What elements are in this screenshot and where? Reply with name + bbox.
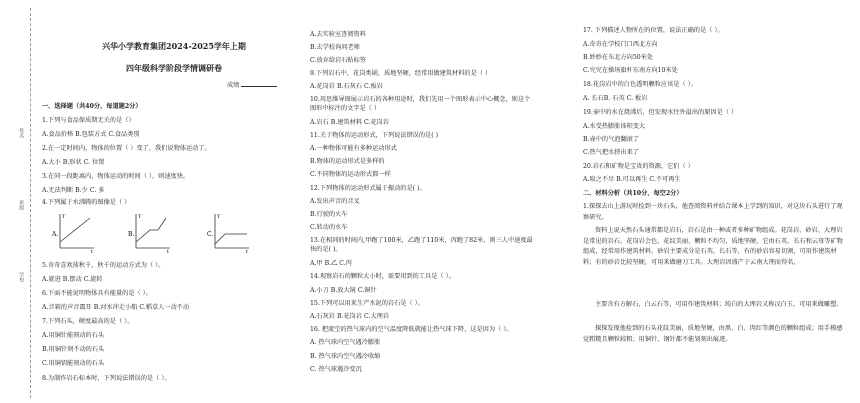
question-option: C.不同物体的运动形式都一样 [310,171,391,178]
question-option: A.一种物体可能有多种运动形式 [310,145,397,152]
side-label-name: 姓名 [18,128,25,138]
question-options: A.无法判断 B.少 C. 多 [42,187,105,194]
question-option: B.用铜针刻不动的石头 [42,346,105,353]
question-option: A.用铜针能刻动的石头 [42,332,105,339]
question-option: B.物体的运动形式是多样的 [310,158,385,165]
question-options: A.旋进 B.摆动 C.旋转 [42,276,103,283]
graph-c-label: C. [207,231,214,238]
question-option: C.放弃给岩石贴标签 [310,57,366,64]
graph-c-y-label: T [217,214,221,220]
graph-b-y-label: T [138,214,142,220]
question-text: 6.下面不能说明物体具有能量的是（ ）。 [42,290,152,297]
question-text: 7.下列石头，硬度最高的是（ ）。 [42,318,134,325]
question-text: 17. 下列描述人物所在的位置，说法正确的是（ ）。 [583,27,724,34]
question-option: C. 热气球遇冷变沉 [310,366,362,373]
question-option: C.用铜钥能刻动的石头 [42,360,105,367]
graph-a-x-label: t [91,249,94,254]
question-options: A.音箱的声音震耳 B.河水冲走小船 C.稻草人一动不动 [42,304,190,311]
score-label: 成绩 [227,82,240,89]
question-text: 9.下列岩石中，花岗类剧，质地坚硬，经常用做建筑材料的是（ ） [310,70,492,77]
question-options: A.食品价格 B.包装方式 C.食品类别 [42,131,140,138]
question-text: 10.用思维导图展示岩石的各种用途时，我们先用一个图形表示中心概念，则这个 [310,96,531,103]
question-text: 快的是( )。 [310,246,342,253]
material-paragraph: 探探发现他捡到的石头花纹美丽，质地坚硬，由黑、白、肉红等颜色的颗粒组成；用手摸感觉粗糙且颗粒较粗；用铜针、钢针都不能划刻出痕迹。 [583,325,843,343]
column-1 [42,0,306,403]
question-option: A.奇奇在学校门口西北方向 [583,41,658,48]
section-two-heading: 二、材料分析（共10分，每空2分） [583,190,683,197]
graph-a [52,210,96,254]
question-text: 18.花岗岩中的白色透明颗粒应该是（ ）。 [583,81,697,88]
exam-subtitle: 四年级科学阶段学情调研卷 [126,63,222,73]
question-option: A.水受热膨胀体积变大 [583,123,646,130]
material-intro: 1.探探去山上游玩时捡到一块石头，他查阅资料并结合课本上学到的知识，对这块石头进行了观察研究。 [583,203,843,221]
side-label-class: 班级 [18,200,25,210]
question-option: B. 热气球内空气遇冷收缩 [310,353,381,360]
question-text: 2.在一定时间内，物体的位置（ ）变了，我们说物体运动了。 [42,145,211,152]
material-paragraph: 资料上说天然石头通常都是岩石，岩石是由一种或者多种矿物组成。花岗岩、砂岩、大理岩是常见的岩石，花岗岩会色，花纹美丽、颗粒不均匀，质地坚硬，它由石英、长石和云母等矿物组成，经常用作建筑材料。砂岩主要成分是石英、长石等，有的砂岩容易切割，可用作建筑材料；有的砂岩比较坚硬，可用来做磨刀工具。大理岩因盛产于云南大理而得名， [583,227,843,266]
question-option: A. 热气球内空气遇冷膨胀 [310,339,381,346]
graph-b-label: B. [128,231,135,238]
question-text: 13.在相同的时间内,甲跑了100米，乙跑了110米，丙跑了82米，则三人中速度最 [310,237,533,244]
score-field [227,81,277,90]
question-options: A.甲 B.乙 C.丙 [310,260,352,267]
question-text: 图形中标注的文字是（ ） [310,105,381,112]
question-text: 1.下列与食品保质期无关的是（） [42,117,135,124]
question-option: B.壶中的气泡翻滚了 [583,136,640,143]
question-option: B.妙妙在东北方向50米处 [583,54,654,61]
binding-dashed-line [30,8,31,398]
column-2 [310,0,578,403]
question-option: A.发出声音的音叉 [310,198,360,205]
question-text: 16. 把流空的热气球内的空气温度降低就能让热气球下降，这是因为（ ）。 [310,326,513,333]
question-options: A. 长石B. 石英 C. 板岩 [583,95,648,102]
question-options: A.取之不尽 B.可以再生 C.不可再生 [583,176,681,183]
question-options: A.花岗岩 B.石灰石 C.板岩 [310,83,383,90]
question-option: B.行驶的火车 [310,211,348,218]
question-text: 12.下列物体的运动形式属于振动的是( )。 [310,185,426,192]
question-options: A.大小 B.形状 C. 位置 [42,159,105,166]
question-option: C.热气把水挤出来了 [583,149,639,156]
graph-b [128,210,172,254]
question-options: A.小刀 B.放大镜 C.铜针 [310,287,377,294]
question-text: 8.为制作岩石标本时，下列说法错误的是（ ）。 [42,375,171,382]
question-text: 14.观察岩石的颗粒大小时，需要用到的工具是（ ）。 [310,273,455,280]
question-text: 3.在同一段距离内，物体运动的时间（ ），则速度快。 [42,173,190,180]
question-text: 19.壶中的水在烧沸后，但发现水往外溢出的原因是（ ） [583,109,738,116]
exam-title: 兴华小学教育集团2024-2025学年上期 [102,41,246,51]
graph-a-y-label: T [62,214,66,220]
question-text: 15.下列可以用来生产水泥的岩石是（ ）。 [310,300,424,307]
question-options: A.岩石 B.建筑材料 C.花岗岩 [310,119,390,126]
column-3 [583,0,855,403]
side-label-school: 学校 [18,272,25,282]
graph-c-x-label: t [246,249,249,254]
question-option: C.究究在操场旗杆东南方向10米处 [583,67,678,74]
graph-c [207,210,251,254]
binding-strip [0,0,40,403]
question-text: 11.关于物体的运动形式，下列说法错误的是( ) [310,132,439,139]
question-text: 20.岩石和矿物是宝贵的资源，它们（ ） [583,163,694,170]
material-paragraph: 主要含有方解石、白云石等，可用作建筑材料；纯白的大理岩又称汉白玉，可用来做雕塑。 [595,301,843,308]
question-option: C.转动的水车 [310,224,348,231]
graph-a-label: A. [52,231,59,238]
question-options: A.石灰岩 B.花岗岩 C.大理岩 [310,313,390,320]
graph-b-x-label: t [167,249,170,254]
section-one-heading: 一、选择题（共40分，每道题2分） [42,103,142,110]
question-option: A.去实验室查阅资料 [310,31,366,38]
question-option: B.去学校询问老师 [310,44,360,51]
question-text: 4.下列属于水沸腾的图像是（ ） [42,199,131,206]
question-text: 5.奇奇喜欢荡秋千，秋千的运动方式为（ ）。 [42,262,165,269]
